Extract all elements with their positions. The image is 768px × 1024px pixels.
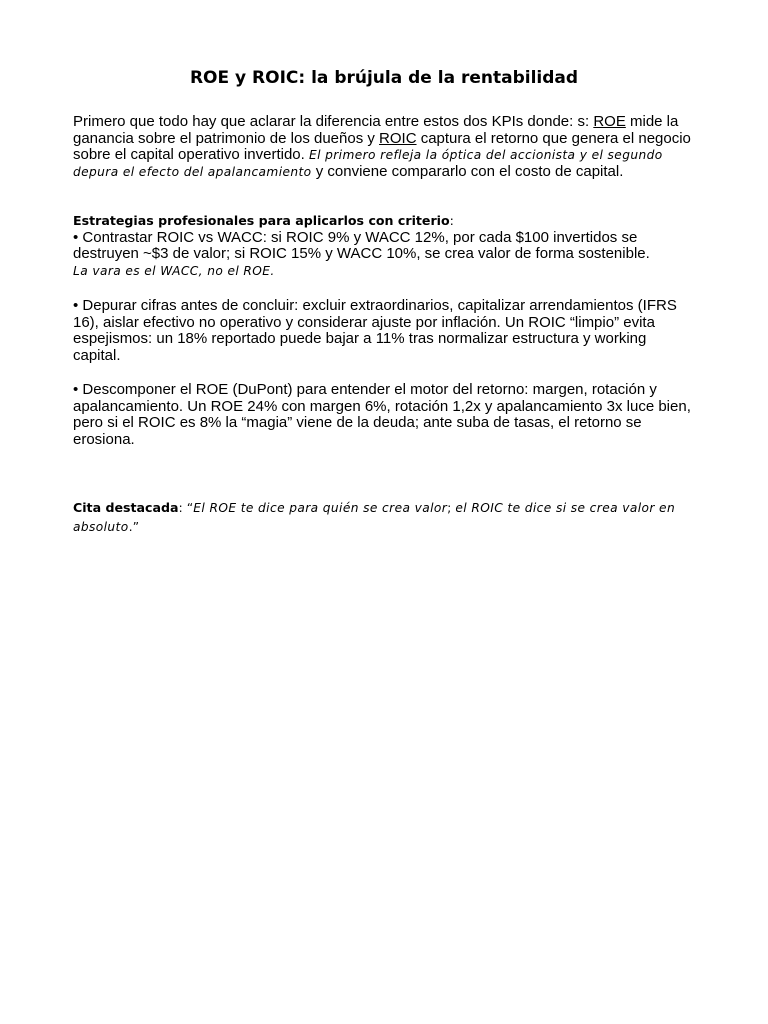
quote-label: Cita destacada <box>73 500 179 515</box>
intro-text-3: captura el retorno que genera el negocio sobre el capital operativo invertido. <box>73 129 691 164</box>
quote-italic-2: el ROIC te dice si se crea valor en absoluto <box>73 501 676 534</box>
strategies-section <box>73 213 698 279</box>
quote-close: .” <box>128 518 140 534</box>
strategies-heading-line <box>73 213 698 230</box>
intro-text-1: Primero que todo hay que aclarar la diferencia entre estos dos KPIs donde: s: <box>73 113 594 130</box>
intro-italic: El primero refleja la óptica del accionista y el segundo depura el efecto del apalancamiento <box>73 148 663 179</box>
roic-term: ROIC <box>379 129 417 147</box>
bullet-wacc-italic: La vara es el WACC, no el ROE. <box>73 263 275 278</box>
bullet-dupont: • Descomponer el ROE (DuPont) para entender el motor del retorno: margen, rotación y apalancamiento. Un ROE 24% con margen 6%, rotación 1,2x y apalancamiento 3x luce bien, pero si el ROIC es 8% la “magia” viene de la deuda; ante suba de tasas, el retorno se erosiona. <box>73 381 691 448</box>
quote-open: : “ <box>178 500 194 515</box>
intro-paragraph <box>73 114 698 180</box>
intro-text-2: mide la ganancia sobre el patrimonio de los dueños y <box>73 113 679 147</box>
quote-mid: ; <box>447 500 456 515</box>
roe-term: ROE <box>593 113 626 130</box>
highlighted-quote <box>73 499 698 536</box>
strategies-heading: Estrategias profesionales para aplicarlos con criterio <box>73 213 450 228</box>
strategies-heading-colon: : <box>449 213 454 228</box>
bullet-wacc <box>73 230 698 280</box>
bullet-depurar: • Depurar cifras antes de concluir: excluir extraordinarios, capitalizar arrendamientos (IFRS 16), aislar efectivo no operativo y considerar ajuste por inflación. Un ROIC “limpio” evita espejismos: un 18% reportado puede bajar a 11% tras normalizar estructura y working capital. <box>73 297 677 364</box>
bullet-wacc-text: • Contrastar ROIC vs WACC: si ROIC 9% y WACC 12%, por cada $100 invertidos se destruyen ~$3 de valor; si ROIC 15% y WACC 10%, se crea valor de forma sostenible. <box>73 228 650 263</box>
intro-text-4: y conviene compararlo con el costo de capital. <box>311 162 624 180</box>
document-title: ROE y ROIC: la brújula de la rentabilidad <box>189 68 579 88</box>
quote-italic-1: El ROE te dice para quién se crea valor <box>193 501 448 515</box>
